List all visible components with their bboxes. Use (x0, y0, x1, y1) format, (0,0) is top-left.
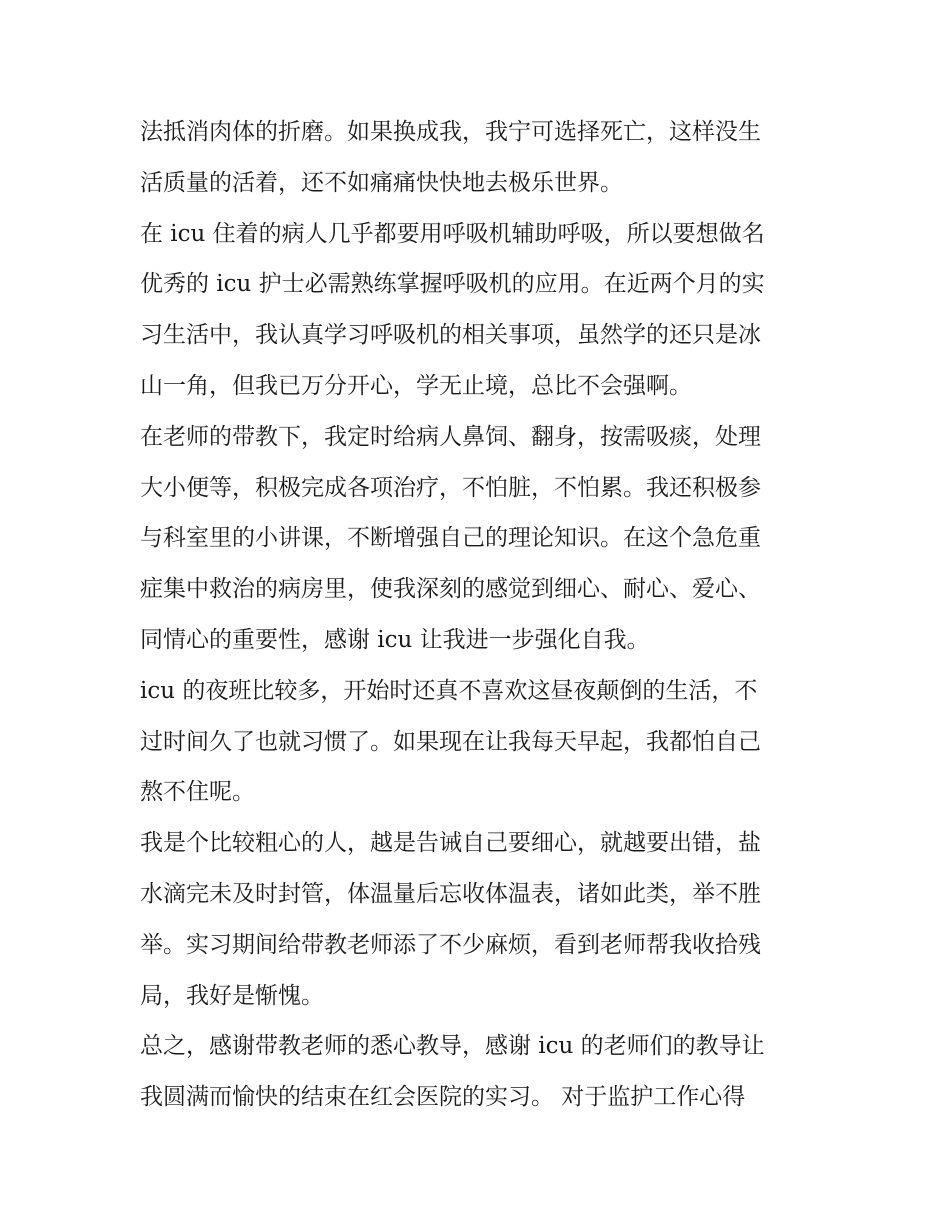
text-line: icu 的夜班比较多，开始时还真不喜欢这昼夜颠倒的生活，不 (140, 677, 758, 704)
text-line: 我是个比较粗心的人，越是告诫自己要细心，就越要出错，盐 (140, 830, 761, 857)
text-line: 同情心的重要性，感谢 icu 让我进一步强化自我。 (140, 626, 650, 653)
document-body (140, 107, 820, 1123)
text-line: 水滴完未及时封管，体温量后忘收体温表，诸如此类，举不胜 (140, 880, 761, 907)
text-line: 山一角，但我已万分开心，学无止境，总比不会强啊。 (140, 372, 692, 399)
text-line: 与科室里的小讲课，不断增强自己的理论知识。在这个急危重 (140, 525, 761, 552)
text-line: 优秀的 icu 护士必需熟练掌握呼吸机的应用。在近两个月的实 (140, 271, 765, 298)
text-line: 症集中救治的病房里，使我深刻的感觉到细心、耐心、爱心、 (140, 576, 761, 603)
text-line: 在老师的带教下，我定时给病人鼻饲、翻身，按需吸痰，处理 (140, 423, 761, 450)
text-line: 习生活中，我认真学习呼吸机的相关事项，虽然学的还只是冰 (140, 322, 761, 349)
text-line: 举。实习期间给带教老师添了不少麻烦，看到老师帮我收拾残 (140, 931, 761, 958)
text-line: 总之，感谢带教老师的悉心教导，感谢 icu 的老师们的教导让 (140, 1033, 765, 1060)
text-line: 熬不住呢。 (140, 779, 255, 806)
text-line: 局，我好是惭愧。 (140, 982, 324, 1009)
text-line: 大小便等，积极完成各项治疗，不怕脏，不怕累。我还积极参 (140, 474, 761, 501)
text-line: 在 icu 住着的病人几乎都要用呼吸机辅助呼吸，所以要想做名 (140, 220, 765, 247)
text-line: 过时间久了也就习惯了。如果现在让我每天早起，我都怕自己 (140, 728, 761, 755)
text-line: 法抵消肉体的折磨。如果换成我，我宁可选择死亡，这样没生 (140, 119, 761, 145)
text-line: 活质量的活着，还不如痛痛快快地去极乐世界。 (140, 169, 623, 196)
text-line: 我圆满而愉快的结束在红会医院的实习。 对于监护工作心得 (140, 1084, 746, 1111)
